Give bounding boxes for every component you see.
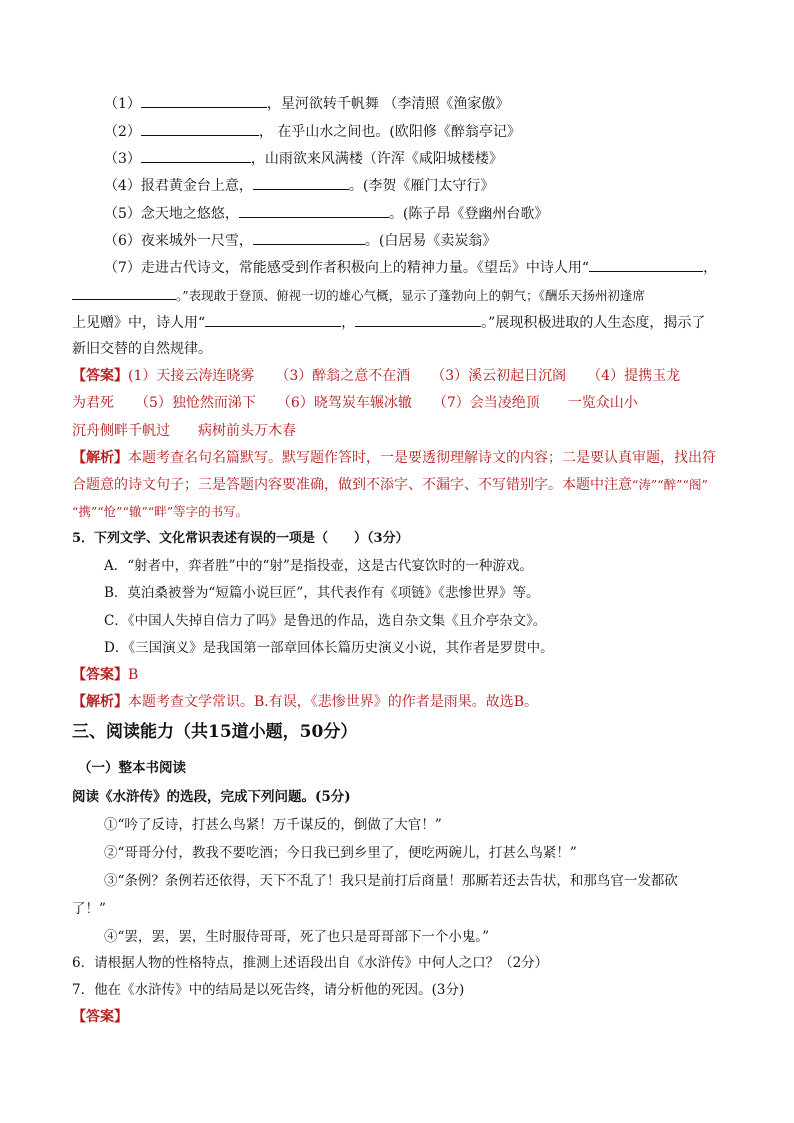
quote-4: ④“罢，罢，罢，生时服侍哥哥，死了也只是哥哥部下一个小鬼。” xyxy=(104,929,490,945)
answer-blank[interactable] xyxy=(589,257,703,272)
fill-item-7-line3: 上见赠》中，诗人用“ ， 。”展现积极进取的人生态度，揭示了 xyxy=(72,312,705,333)
question-6: 6．请根据人物的性格特点，推测上述语段出自《水浒传》中何人之口？（2分） xyxy=(72,955,549,971)
quote-1: ①“吟了反诗，打甚么鸟紧！万千谋反的，倒做了大官！” xyxy=(104,817,442,833)
fill-item-7-line1: （7）走进古代诗文，常能感受到作者积极向上的精神力量。《望岳》中诗人用“ ， xyxy=(104,257,717,278)
fill-item-3: （3） ，山雨欲来风满楼（许浑《咸阳城楼楼》 xyxy=(104,148,503,169)
question-7: 7．他在《水浒传》中的结局是以死告终，请分析他的死因。(3分) xyxy=(72,982,465,998)
analysis-block-line3: “携”“怆”“辙”“畔”等字的书写。 xyxy=(72,504,249,519)
answer-blank[interactable] xyxy=(253,230,365,245)
answer-tag: 【答案】 xyxy=(72,1009,128,1025)
question-5-stem: 5．下列文学、文化常识表述有误的一项是（ ）（3分） xyxy=(72,531,409,546)
answer-blank[interactable] xyxy=(141,121,259,136)
question-5-analysis: 【解析】本题考查文学常识。B.有误，《悲惨世界》的作者是雨果。故选B。 xyxy=(72,694,539,710)
quote-2: ②“哥哥分付，教我不要吃酒；今日我已到乡里了，便吃两碗儿，打甚么鸟紧！” xyxy=(104,845,577,861)
question-5-option-a: A．“射者中，弈者胜”中的“射”是指投壶，这是古代宴饮时的一种游戏。 xyxy=(104,558,533,574)
fill-item-7-line4: 新旧交替的自然规律。 xyxy=(72,341,212,357)
fill-item-4: （4）报君黄金台上意， 。(李贺《雁门太守行》 xyxy=(104,175,494,196)
answer-block-line2: 为君死 （5）独怆然而涕下 （6）晓驾炭车辗冰辙 （7）会当凌绝顶 一览众山小 xyxy=(72,395,638,411)
answer-blank[interactable] xyxy=(253,175,349,190)
answer-tag: 【答案】 xyxy=(72,368,128,384)
answer-blank[interactable] xyxy=(205,312,341,327)
fill-item-6: （6）夜来城外一尺雪， 。(白居易《卖炭翁》 xyxy=(104,230,496,251)
reading-intro: 阅读《水浒传》的选段，完成下列问题。(5分) xyxy=(72,789,351,805)
answer-blank[interactable] xyxy=(141,93,267,108)
analysis-tag: 【解析】 xyxy=(72,450,128,466)
section-subtitle: （一）整本书阅读 xyxy=(78,760,186,776)
answer-block-line3: 沉舟侧畔千帆过 病树前头万木春 xyxy=(72,423,296,439)
fill-item-1: （1） ，星河欲转千帆舞 （李清照《渔家傲》 xyxy=(104,93,509,114)
answer-blank[interactable] xyxy=(239,203,389,218)
answer-blank[interactable] xyxy=(72,285,176,300)
section-title: 三、阅读能力（共15道小题，50分） xyxy=(72,722,358,742)
analysis-block-line1: 【解析】本题考查名句名篇默写。默写题作答时，一是要透彻理解诗文的内容；二是要认真审题，找出符 xyxy=(72,450,716,466)
question-5-answer: 【答案】B xyxy=(72,667,139,683)
answer-blank[interactable] xyxy=(141,148,251,163)
fill-item-7-line2: 。”表现敢于登顶、俯视一切的雄心气概，显示了蓬勃向上的朝气；《酬乐天扬州初逢席 xyxy=(72,285,645,306)
question-5-option-c: C．《中国人失掉自信力了吗》是鲁迅的作品，选自杂文集《且介亭杂文》。 xyxy=(104,613,547,629)
fill-item-5: （5）念天地之悠悠， 。(陈子昂《登幽州台歌》 xyxy=(104,203,548,224)
answer-block-line1: 【答案】(1）天接云涛连晓雾 （3）醉翁之意不在酒 （3）溪云初起日沉阁 （4）提携玉龙 xyxy=(72,368,681,384)
quote-3-cont: 了！” xyxy=(72,901,106,917)
fill-item-2: （2） ， 在乎山水之间也。(欧阳修《醉翁亭记》 xyxy=(104,121,521,142)
answer-blank[interactable] xyxy=(355,312,481,327)
quote-3: ③“条例？条例若还依得，天下不乱了！我只是前打后商量！那厮若还去告状，和那鸟官一发都砍 xyxy=(104,873,678,889)
question-5-option-d: D．《三国演义》是我国第一部章回体长篇历史演义小说，其作者是罗贯中。 xyxy=(104,640,554,656)
question-5-option-b: B．莫泊桑被誉为“短篇小说巨匠”，其代表作有《项链》《悲惨世界》等。 xyxy=(104,585,540,601)
analysis-block-line2: 合题意的诗文句子；三是答题内容要准确，做到不添字、不漏字、不写错别字。本题中注意“涛”“醉”“阁” xyxy=(72,477,708,493)
